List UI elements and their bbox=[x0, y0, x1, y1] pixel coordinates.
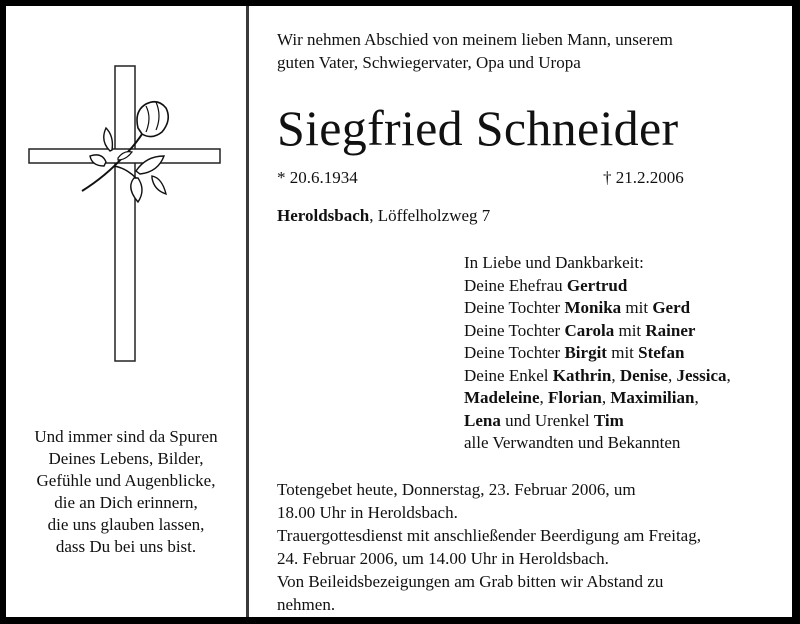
family-line bbox=[464, 387, 731, 410]
family-name: Denise bbox=[619, 365, 668, 385]
notice-line: Totengebet heute, Donnerstag, 23. Februar 2006, um bbox=[277, 480, 636, 499]
text: , bbox=[539, 388, 549, 407]
address bbox=[277, 206, 490, 226]
family-name: Stefan bbox=[638, 343, 685, 362]
funeral-notice bbox=[277, 478, 701, 616]
text: Deine Enkel bbox=[464, 365, 553, 385]
family-line bbox=[464, 342, 731, 365]
family-name: Rainer bbox=[645, 320, 696, 340]
family-name: Florian bbox=[548, 388, 602, 407]
memorial-poem bbox=[6, 426, 246, 558]
family-name: Jessica bbox=[676, 365, 727, 385]
family-name: Gertrud bbox=[566, 275, 628, 295]
text: , bbox=[611, 365, 620, 385]
intro-line: Wir nehmen Abschied von meinem lieben Mann, unserem bbox=[277, 30, 673, 49]
notice-line: 24. Februar 2006, um 14.00 Uhr in Heroldsbach. bbox=[277, 549, 609, 568]
text: , bbox=[601, 388, 611, 407]
family-line bbox=[464, 365, 731, 388]
family-name: Gerd bbox=[652, 298, 691, 317]
family-name: Birgit bbox=[564, 343, 607, 362]
cross-with-rose-icon bbox=[6, 6, 246, 386]
poem-line: Und immer sind da Spuren bbox=[34, 427, 218, 446]
deceased-name: Siegfried Schneider bbox=[277, 100, 679, 156]
poem-line: Gefühle und Augenblicke, bbox=[36, 471, 216, 490]
family-intro: In Liebe und Dankbarkeit: bbox=[464, 253, 644, 272]
family-name: Maximilian bbox=[610, 388, 695, 407]
notice-line: Trauergottesdienst mit anschließender Beerdigung am Freitag, bbox=[277, 526, 701, 545]
family-name: Monika bbox=[564, 298, 622, 317]
family-list bbox=[464, 252, 731, 455]
family-line bbox=[464, 320, 731, 343]
family-name: Kathrin bbox=[552, 365, 612, 385]
intro-text bbox=[277, 28, 673, 74]
text: mit bbox=[621, 298, 653, 317]
text: , bbox=[667, 365, 677, 385]
text: , bbox=[726, 365, 731, 385]
text: und Urenkel bbox=[500, 410, 594, 430]
poem-line: die uns glauben lassen, bbox=[47, 515, 205, 534]
family-line bbox=[464, 275, 731, 298]
column-divider bbox=[246, 6, 249, 617]
text: mit bbox=[614, 320, 646, 340]
family-line bbox=[464, 297, 731, 320]
notice-line: nehmen. bbox=[277, 595, 336, 614]
family-line: alle Verwandten und Bekannten bbox=[464, 433, 681, 452]
intro-line: guten Vater, Schwiegervater, Opa und Uropa bbox=[277, 53, 581, 72]
text: mit bbox=[606, 343, 639, 362]
family-name: Madeleine bbox=[464, 388, 540, 407]
address-place: Heroldsbach bbox=[277, 206, 370, 225]
text: Deine Tochter bbox=[464, 343, 565, 362]
poem-line: die an Dich erinnern, bbox=[54, 493, 198, 512]
family-line bbox=[464, 410, 731, 433]
death-date: † 21.2.2006 bbox=[603, 168, 684, 187]
text: Deine Tochter bbox=[464, 320, 565, 340]
poem-line: dass Du bei uns bist. bbox=[55, 537, 197, 556]
address-street: , Löffelholzweg 7 bbox=[369, 206, 491, 225]
notice-line: 18.00 Uhr in Heroldsbach. bbox=[277, 503, 458, 522]
family-name: Carola bbox=[564, 320, 615, 340]
notice-line: Von Beileidsbezeigungen am Grab bitten wir Abstand zu bbox=[277, 572, 664, 591]
birth-date: * 20.6.1934 bbox=[277, 168, 358, 187]
family-name: Lena bbox=[464, 410, 501, 430]
text: Deine Tochter bbox=[464, 298, 565, 317]
text: , bbox=[694, 388, 699, 407]
poem-line: Deines Lebens, Bilder, bbox=[48, 449, 204, 468]
obituary-card bbox=[6, 6, 792, 617]
text: Deine Ehefrau bbox=[464, 275, 567, 295]
family-name: Tim bbox=[593, 410, 624, 430]
